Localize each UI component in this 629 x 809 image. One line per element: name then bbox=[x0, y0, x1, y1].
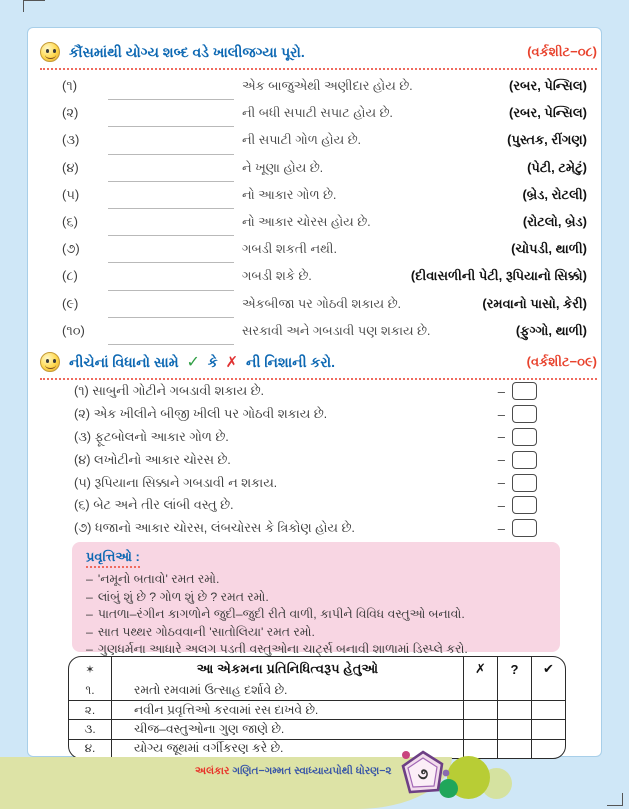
dash: – bbox=[497, 406, 505, 422]
mark-cell-check[interactable] bbox=[531, 681, 565, 700]
question-text: એકબીજા પર ગોઠવી શકાય છે. bbox=[242, 295, 402, 311]
question-number: (૩) bbox=[62, 132, 80, 148]
mark-cell-question[interactable] bbox=[497, 740, 531, 758]
activity-text: સાત પથ્થર ગોઠવવાની 'સાતોલિયા' રમત રમો. bbox=[97, 624, 315, 639]
answer-checkbox[interactable] bbox=[512, 474, 537, 492]
question-row bbox=[62, 187, 587, 214]
activities-box bbox=[72, 542, 560, 657]
check-mark-icon: ✓ bbox=[186, 354, 200, 371]
statement-answer-area bbox=[498, 474, 537, 492]
question-number: (૮) bbox=[62, 268, 78, 284]
statement-row bbox=[74, 494, 537, 517]
answer-blank-line[interactable] bbox=[108, 235, 234, 236]
question-text: ને ખૂણા હોય છે. bbox=[242, 159, 324, 175]
statement-row bbox=[74, 403, 537, 426]
crop-mark-bottom-right bbox=[607, 793, 623, 806]
answer-blank-line[interactable] bbox=[108, 126, 234, 127]
dash: – bbox=[497, 452, 505, 468]
question-number: (૧) bbox=[62, 78, 78, 93]
activity-text: ગુણધર્મના આધારે અલગ પડતી વસ્તુઓના ચાર્ટ્સ બનાવી શાળામાં ડિસ્પ્લે કરો. bbox=[97, 642, 468, 657]
bullet-dash: – bbox=[86, 642, 93, 657]
statement-number: (૬) bbox=[74, 497, 90, 513]
title-suffix: ની નિશાની કરો. bbox=[246, 354, 335, 370]
question-number: (૨) bbox=[62, 105, 79, 121]
question-number: (૪) bbox=[62, 159, 79, 175]
page-number: ૭ bbox=[417, 766, 429, 783]
statement-row bbox=[74, 426, 537, 449]
question-number: (૬) bbox=[62, 213, 78, 229]
question-text: સરકાવી અને ગબડાવી પણ શકાય છે. bbox=[242, 322, 431, 338]
question-options: (રોટલો, બ્રેડ) bbox=[522, 213, 587, 229]
mark-cell-cross[interactable] bbox=[463, 720, 497, 738]
answer-blank-line[interactable] bbox=[108, 290, 234, 291]
statement-text bbox=[74, 520, 355, 536]
question-row bbox=[62, 296, 587, 323]
evaluation-table bbox=[68, 656, 566, 759]
activities-list bbox=[86, 571, 546, 659]
table-row bbox=[69, 719, 565, 738]
mark-cell-check[interactable] bbox=[531, 740, 565, 758]
mark-cell-question[interactable] bbox=[497, 701, 531, 719]
table-header-row bbox=[69, 657, 565, 681]
statement-text bbox=[74, 452, 231, 468]
question-row bbox=[62, 132, 587, 159]
question-options: (દીવાસળીની પેટી, રૂપિયાનો સિક્કો) bbox=[410, 268, 587, 284]
statement-body: લખોટીનો આકાર ચોરસ છે. bbox=[94, 451, 231, 467]
statement-answer-area bbox=[498, 428, 537, 446]
row-number: ૨. bbox=[84, 702, 96, 717]
worksheet2-header bbox=[40, 352, 597, 380]
question-text: ગબડી શકતી નથી. bbox=[242, 241, 338, 257]
question-options: (પેટી, ટમેટું) bbox=[527, 159, 587, 175]
answer-checkbox[interactable] bbox=[512, 496, 537, 514]
table-row bbox=[69, 681, 565, 700]
question-text: નો આકાર ગોળ છે. bbox=[242, 186, 337, 202]
question-row bbox=[62, 105, 587, 132]
statement-row bbox=[74, 448, 537, 471]
statement-row bbox=[74, 471, 537, 494]
question-options: (રબર, પેન્સિલ) bbox=[508, 78, 587, 93]
statement-text bbox=[74, 406, 327, 422]
footer-brand: અલંકાર bbox=[195, 765, 230, 777]
statement-body: બેટ અને તીર લાંબી વસ્તુ છે. bbox=[93, 497, 234, 513]
statement-body: રૂપિયાના સિક્કાને ગબડાવી ન શકાય. bbox=[94, 474, 278, 490]
statement-number: (૨) bbox=[74, 406, 91, 422]
answer-blank-line[interactable] bbox=[108, 344, 234, 345]
statement-body: ધજાનો આકાર ચોરસ, લંબચોરસ કે ત્રિકોણ હોય છે. bbox=[94, 520, 355, 536]
header-check-icon: ✔ bbox=[531, 657, 565, 681]
row-number: ૧. bbox=[85, 683, 95, 698]
question-text: ની બધી સપાટી સપાટ હોય છે. bbox=[242, 105, 393, 121]
statement-answer-area bbox=[498, 405, 537, 423]
mark-cell-question[interactable] bbox=[497, 681, 531, 700]
question-row bbox=[62, 214, 587, 241]
statement-body: એક ખીલીને બીજી ખીલી પર ગોઠવી શકાય છે. bbox=[93, 406, 328, 422]
answer-blank-line[interactable] bbox=[108, 208, 234, 209]
table-row bbox=[69, 739, 565, 758]
mark-cell-question[interactable] bbox=[497, 720, 531, 738]
activities-title: પ્રવૃત્તિઓ : bbox=[86, 549, 140, 568]
dash: – bbox=[497, 475, 505, 491]
worksheet2-label: (વર્કશીટ−૦૯) bbox=[526, 354, 597, 369]
table-row bbox=[69, 700, 565, 719]
smiley-icon bbox=[40, 352, 60, 372]
activity-text: લાંબું શું છે ? ગોળ શું છે ? રમત રમો. bbox=[97, 589, 269, 604]
question-text: એક બાજુએથી અણીદાર હોય છે. bbox=[242, 78, 413, 93]
smiley-icon bbox=[40, 42, 60, 62]
question-number: (૭) bbox=[62, 241, 80, 257]
statement-row bbox=[74, 380, 537, 403]
worksheet1-label: (વર્કશીટ−૦૮) bbox=[527, 44, 597, 59]
question-row bbox=[62, 241, 587, 268]
activity-item bbox=[86, 589, 546, 607]
footer-book-title: ગણિત−ગમ્મત સ્વાધ્યાયપોથી ધોરણ−૨ bbox=[232, 765, 392, 777]
question-options: (પુસ્તક, રીંગણ) bbox=[507, 132, 587, 148]
row-objective: ચીજ–વસ્તુઓના ગુણ જાણે છે. bbox=[111, 720, 463, 738]
row-objective: યોગ્ય જૂથમાં વર્ગીકરણ કરે છે. bbox=[111, 740, 463, 758]
mark-cell-check[interactable] bbox=[531, 701, 565, 719]
answer-blank-line[interactable] bbox=[108, 154, 234, 155]
statement-body: ફૂટબોલનો આકાર ગોળ છે. bbox=[94, 428, 229, 444]
header-question-icon: ? bbox=[497, 657, 531, 681]
footer-text bbox=[195, 765, 392, 778]
answer-blank-line[interactable] bbox=[108, 317, 234, 318]
question-text: નો આકાર ચોરસ હોય છે. bbox=[242, 213, 371, 229]
dash: – bbox=[497, 520, 505, 536]
statement-text bbox=[74, 429, 229, 445]
table-body bbox=[69, 681, 565, 758]
cross-mark-icon: ✗ bbox=[225, 354, 239, 371]
question-number: (૧૦) bbox=[62, 322, 85, 338]
true-false-statements bbox=[74, 380, 537, 540]
statement-answer-area bbox=[498, 451, 537, 469]
statement-body: સાબુની ગોટીને ગબડાવી શકાય છે. bbox=[92, 383, 265, 399]
answer-blank-line[interactable] bbox=[108, 99, 234, 100]
answer-blank-line[interactable] bbox=[108, 181, 234, 182]
magenta-dot bbox=[402, 751, 410, 759]
statement-text bbox=[74, 475, 277, 491]
answer-checkbox[interactable] bbox=[512, 382, 537, 400]
bullet-dash: – bbox=[86, 624, 93, 639]
answer-checkbox[interactable] bbox=[512, 405, 537, 423]
dash: – bbox=[497, 497, 505, 513]
dash: – bbox=[497, 383, 505, 399]
header-objectives: આ એકમના પ્રતિનિધિત્વરૂપ હેતુઓ bbox=[111, 657, 463, 681]
question-row bbox=[62, 268, 587, 295]
answer-checkbox[interactable] bbox=[512, 519, 537, 537]
statement-answer-area bbox=[498, 519, 537, 537]
page-number-badge bbox=[398, 750, 452, 802]
title-conjunction: કે bbox=[207, 354, 218, 370]
answer-checkbox[interactable] bbox=[512, 451, 537, 469]
question-number: (૫) bbox=[62, 186, 80, 202]
crop-mark-top-left bbox=[23, 0, 45, 12]
statement-number: (૧) bbox=[74, 383, 89, 399]
worksheet2-title bbox=[69, 352, 335, 372]
bullet-dash: – bbox=[86, 589, 93, 604]
statement-number: (૫) bbox=[74, 474, 91, 490]
question-number: (૯) bbox=[62, 295, 79, 311]
worksheet1-title: કૌંસમાંથી યોગ્ય શબ્દ વડે ખાલીજગ્યા પૂરો. bbox=[69, 43, 305, 60]
question-text: ગબડી શકે છે. bbox=[242, 268, 312, 284]
question-options: (રબર, પેન્સિલ) bbox=[508, 105, 587, 121]
answer-blank-line[interactable] bbox=[108, 262, 234, 263]
statement-answer-area bbox=[498, 496, 537, 514]
mark-cell-cross[interactable] bbox=[463, 681, 497, 700]
question-row bbox=[62, 78, 587, 105]
answer-checkbox[interactable] bbox=[512, 428, 537, 446]
star-icon: ✶ bbox=[85, 663, 95, 676]
statement-number: (૭) bbox=[74, 520, 92, 536]
dash: – bbox=[497, 429, 505, 445]
activity-item bbox=[86, 624, 546, 642]
question-options: (રમવાનો પાસો, કેરી) bbox=[482, 295, 587, 311]
statement-number: (૩) bbox=[74, 428, 92, 444]
fill-in-questions bbox=[62, 78, 587, 350]
activity-item bbox=[86, 606, 546, 624]
question-options: (બ્રેડ, રોટલી) bbox=[522, 186, 587, 202]
statement-text bbox=[74, 383, 264, 399]
question-options: (ચોપડી, થાળી) bbox=[511, 241, 587, 257]
question-text: ની સપાટી ગોળ હોય છે. bbox=[242, 132, 362, 148]
statement-text bbox=[74, 497, 234, 513]
mark-cell-check[interactable] bbox=[531, 720, 565, 738]
activity-text: પાતળા–રંગીન કાગળોને જુદી–જુદી રીતે વાળી, કાપીને વિવિધ વસ્તુઓ બનાવો. bbox=[97, 607, 465, 622]
activity-text: 'નમૂનો બતાવો' રમત રમો. bbox=[97, 572, 220, 586]
statement-answer-area bbox=[498, 382, 537, 400]
statement-number: (૪) bbox=[74, 451, 91, 467]
row-number: ૪. bbox=[84, 741, 96, 756]
activity-item bbox=[86, 571, 546, 589]
mark-cell-cross[interactable] bbox=[463, 701, 497, 719]
worksheet1-header bbox=[40, 42, 597, 70]
bullet-dash: – bbox=[86, 572, 93, 586]
purple-dot bbox=[443, 770, 450, 777]
row-objective: નવીન પ્રવૃત્તિઓ કરવામાં રસ દાખવે છે. bbox=[111, 701, 463, 719]
question-row bbox=[62, 160, 587, 187]
bullet-dash: – bbox=[86, 607, 93, 622]
row-number: ૩. bbox=[84, 721, 96, 736]
title-prefix: નીચેનાં વિધાનો સામે bbox=[69, 354, 179, 370]
header-cross-icon: ✗ bbox=[463, 657, 497, 681]
statement-row bbox=[74, 517, 537, 540]
question-options: (ફુગ્ગો, થાળી) bbox=[515, 322, 587, 338]
row-objective: રમતો રમવામાં ઉત્સાહ દર્શાવે છે. bbox=[111, 681, 463, 700]
question-row bbox=[62, 323, 587, 350]
